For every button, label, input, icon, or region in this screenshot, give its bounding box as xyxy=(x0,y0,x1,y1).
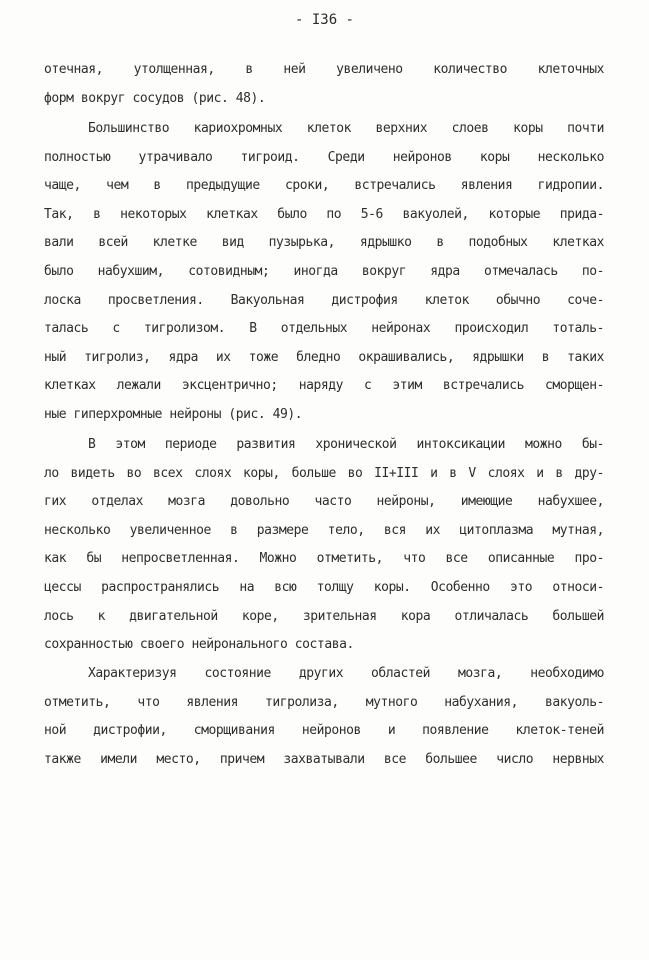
text-line: ной дистрофии, сморщивания нейронов и появление клеток-теней xyxy=(44,723,604,739)
text-line: ло видеть во всех слоях коры, больше во II+III и в V слоях и в дру- xyxy=(44,465,604,481)
text-line: как бы непросветленная. Можно отметить, что все описанные про- xyxy=(44,551,604,567)
text-line: вали всей клетке вид пузырька, ядрышко в подобных клетках xyxy=(44,235,604,251)
text-line: ные гиперхромные нейроны (рис. 49). xyxy=(44,406,303,422)
text-line: также имели место, причем захватывали все большее число нервных xyxy=(44,751,604,767)
paragraph xyxy=(44,660,604,774)
text-line: Так, в некоторых клетках было по 5-6 вакуолей, которые прида- xyxy=(44,206,604,222)
text-line: лоска просветления. Вакуольная дистрофия клеток обычно соче- xyxy=(44,292,604,308)
paragraph xyxy=(44,431,604,660)
text-line: Большинство кариохромных клеток верхних слоев коры почти xyxy=(88,121,604,136)
text-line: клетках лежали эксцентрично; наряду с этим встречались сморщен- xyxy=(44,378,604,394)
text-line: отечная, утолщенная, в ней увеличено количество клеточных xyxy=(44,62,604,77)
text-line: гих отделах мозга довольно часто нейроны, имеющие набухшее, xyxy=(44,494,604,510)
text-line: Характеризуя состояние других областей мозга, необходимо xyxy=(88,666,604,681)
text-line: В этом периоде развития хронической интоксикации можно бы- xyxy=(88,437,604,452)
text-line: лось к двигательной коре, зрительная кора отличалась большей xyxy=(44,608,604,624)
text-line: отметить, что явления тигролиза, мутного набухания, вакуоль- xyxy=(44,694,604,710)
text-line: форм вокруг сосудов (рис. 48). xyxy=(44,90,266,106)
text-line: полностью утрачивало тигроид. Среди нейронов коры несколько xyxy=(44,149,604,165)
text-line: цессы распространялись на всю толщу коры. Особенно это относи- xyxy=(44,579,604,595)
text-line: талась с тигролизом. В отдельных нейронах происходил тоталь- xyxy=(44,321,604,337)
paragraph xyxy=(44,56,604,113)
text-line: несколько увеличенное в размере тело, вся их цитоплазма мутная, xyxy=(44,522,604,538)
text-line: ный тигролиз, ядра их тоже бледно окрашивались, ядрышки в таких xyxy=(44,349,604,365)
text-line: сохранностью своего нейронального состава. xyxy=(44,637,354,653)
paragraph xyxy=(44,115,604,430)
text-line: было набухшим, сотовидным; иногда вокруг ядра отмечалась по- xyxy=(44,263,604,279)
text-line: чаще, чем в предыдущие сроки, встречались явления гидропии. xyxy=(44,178,604,194)
page-number: - I36 - xyxy=(294,12,354,28)
